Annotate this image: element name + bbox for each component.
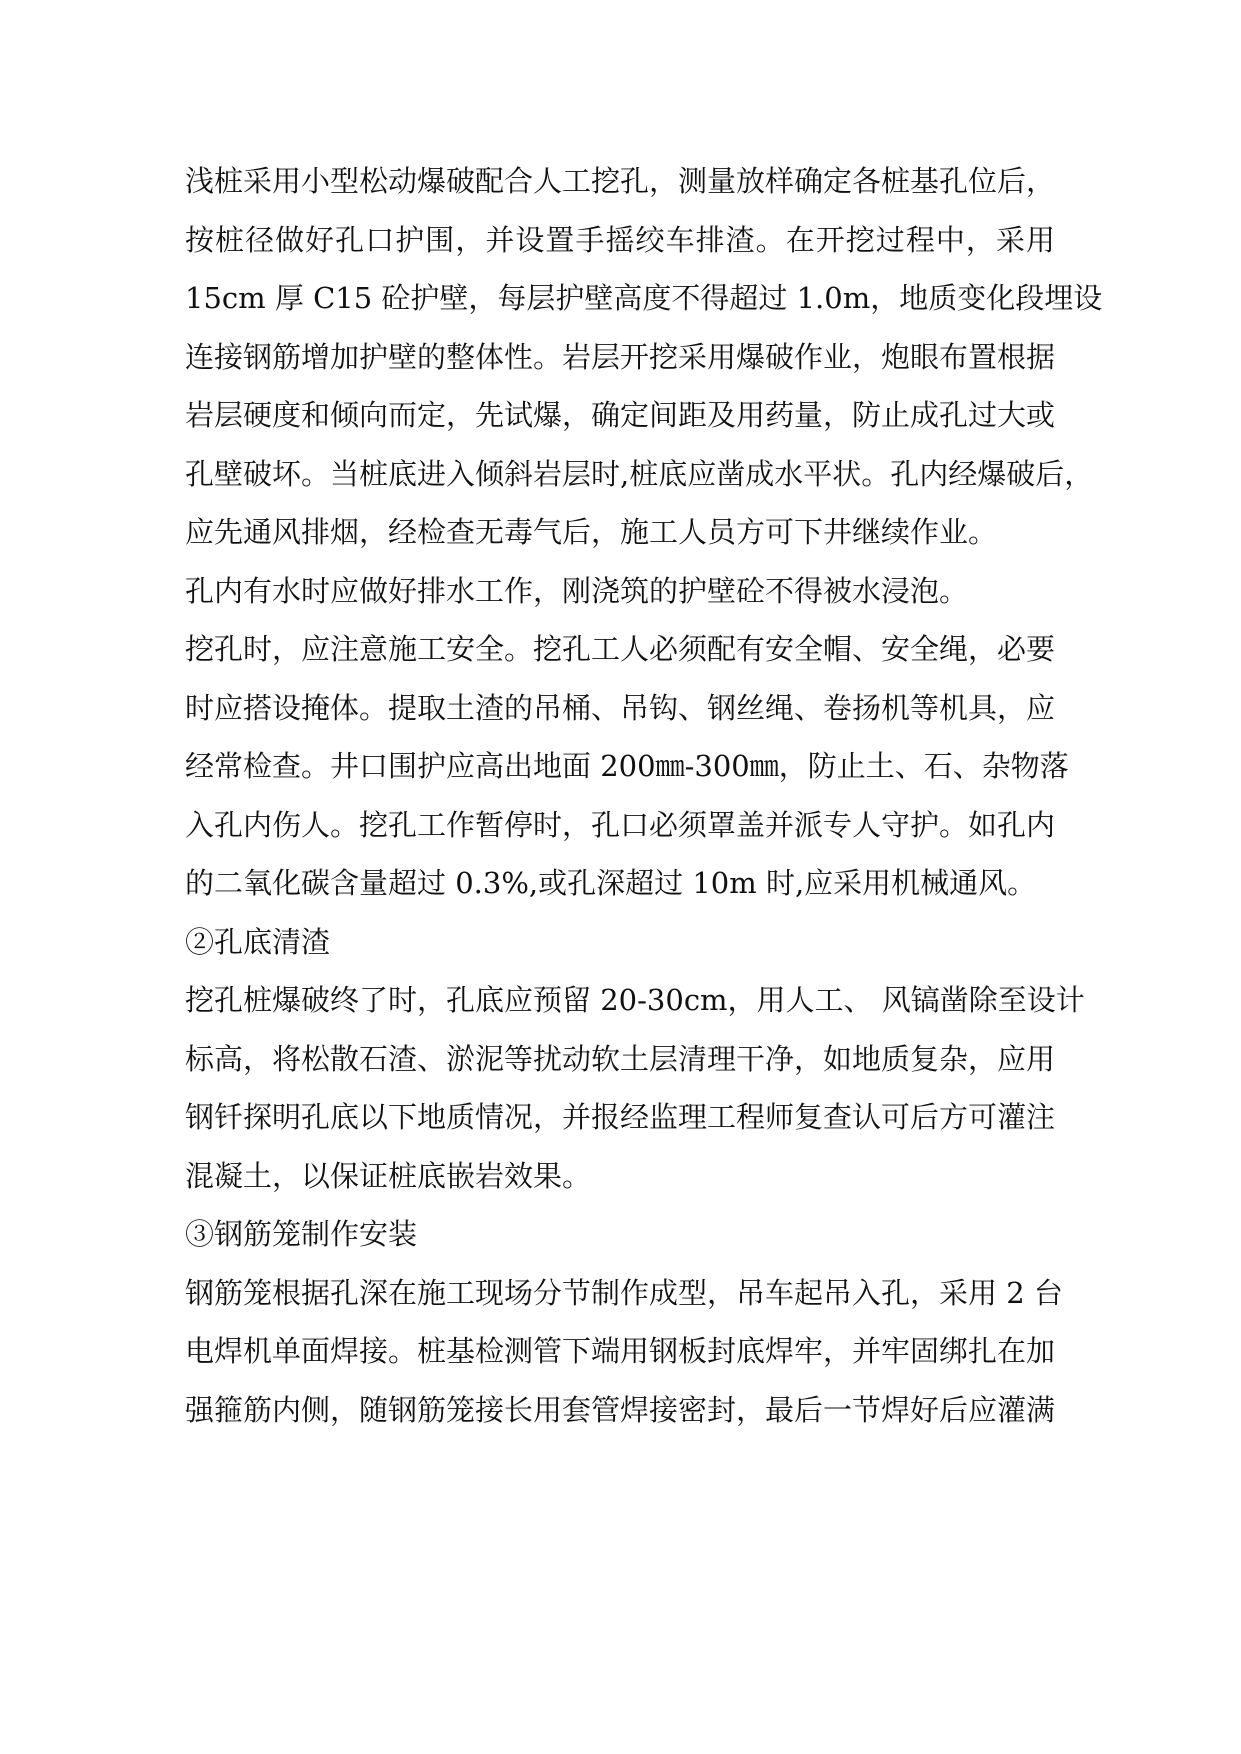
text-line: 标高，将松散石渣、淤泥等扰动软土层清理干净，如地质复杂，应用 bbox=[185, 1041, 1056, 1076]
text-line: 强箍筋内侧，随钢筋笼接长用套管焊接密封，最后一节焊好后应灌满 bbox=[185, 1392, 1056, 1427]
text-line: 时应搭设掩体。提取土渣的吊桶、吊钩、钢丝绳、卷扬机等机具，应 bbox=[185, 690, 1056, 725]
document-page bbox=[185, 152, 1103, 1439]
text-line: 挖孔桩爆破终了时，孔底应预留 20-30cm，用人工、 风镐凿除至设计 bbox=[185, 983, 1085, 1017]
paragraph bbox=[185, 152, 1103, 562]
text-line: 应先通风排烟，经检查无毒气后，施工人员方可下井继续作业。 bbox=[185, 515, 998, 549]
text-line: 浅桩采用小型松动爆破配合人工挖孔，测量放样确定各桩基孔位后， bbox=[185, 164, 1056, 198]
text-line: 的二氧化碳含量超过 0.3%,或孔深超过 10m 时,应采用机械通风。 bbox=[185, 866, 1037, 900]
text-line: 钢筋笼根据孔深在施工现场分节制作成型，吊车起吊入孔，采用 2 台 bbox=[185, 1275, 1063, 1310]
section-heading bbox=[185, 913, 1055, 972]
text-line: 电焊机单面焊接。桩基检测管下端用钢板封底焊牢，并牢固绑扎在加 bbox=[185, 1334, 1056, 1368]
text-line: 岩层硬度和倾向而定，先试爆，确定间距及用药量，防止成孔过大或 bbox=[185, 398, 1056, 432]
text-line: 钢钎探明孔底以下地质情况，并报经监理工程师复查认可后方可灌注 bbox=[185, 1100, 1056, 1134]
paragraph bbox=[185, 1264, 1063, 1440]
section-heading-text: ②孔底清渣 bbox=[185, 924, 331, 959]
paragraph bbox=[185, 620, 1069, 913]
text-line: 挖孔时，应注意施工安全。挖孔工人必须配有安全帽、安全绳，必要 bbox=[185, 632, 1056, 666]
text-line: 经常检查。井口围护应高出地面 200㎜-300㎜，防止土、石、杂物落 bbox=[185, 749, 1069, 783]
text-line: 连接钢筋增加护壁的整体性。岩层开挖采用爆破作业，炮眼布置根据 bbox=[185, 339, 1056, 374]
text-line: 入孔内伤人。挖孔工作暂停时，孔口必须罩盖并派专人守护。如孔内 bbox=[185, 807, 1056, 842]
text-line: 孔内有水时应做好排水工作，刚浇筑的护壁砼不得被水浸泡。 bbox=[185, 573, 969, 608]
section-heading bbox=[185, 1205, 1055, 1264]
paragraph bbox=[185, 562, 1055, 621]
paragraph bbox=[185, 971, 1085, 1205]
section-heading-text: ③钢筋笼制作安装 bbox=[185, 1217, 418, 1251]
text-line: 按桩径做好孔口护围，并设置手摇绞车排渣。在开挖过程中，采用 bbox=[185, 222, 1055, 257]
text-line: 混凝土，以保证桩底嵌岩效果。 bbox=[185, 1158, 592, 1193]
text-line: 孔壁破坏。当桩底进入倾斜岩层时,桩底应凿成水平状。孔内经爆破后， bbox=[185, 456, 1094, 491]
text-line: 15cm 厚 C15 砼护壁，每层护壁高度不得超过 1.0m，地质变化段埋设 bbox=[185, 281, 1103, 315]
